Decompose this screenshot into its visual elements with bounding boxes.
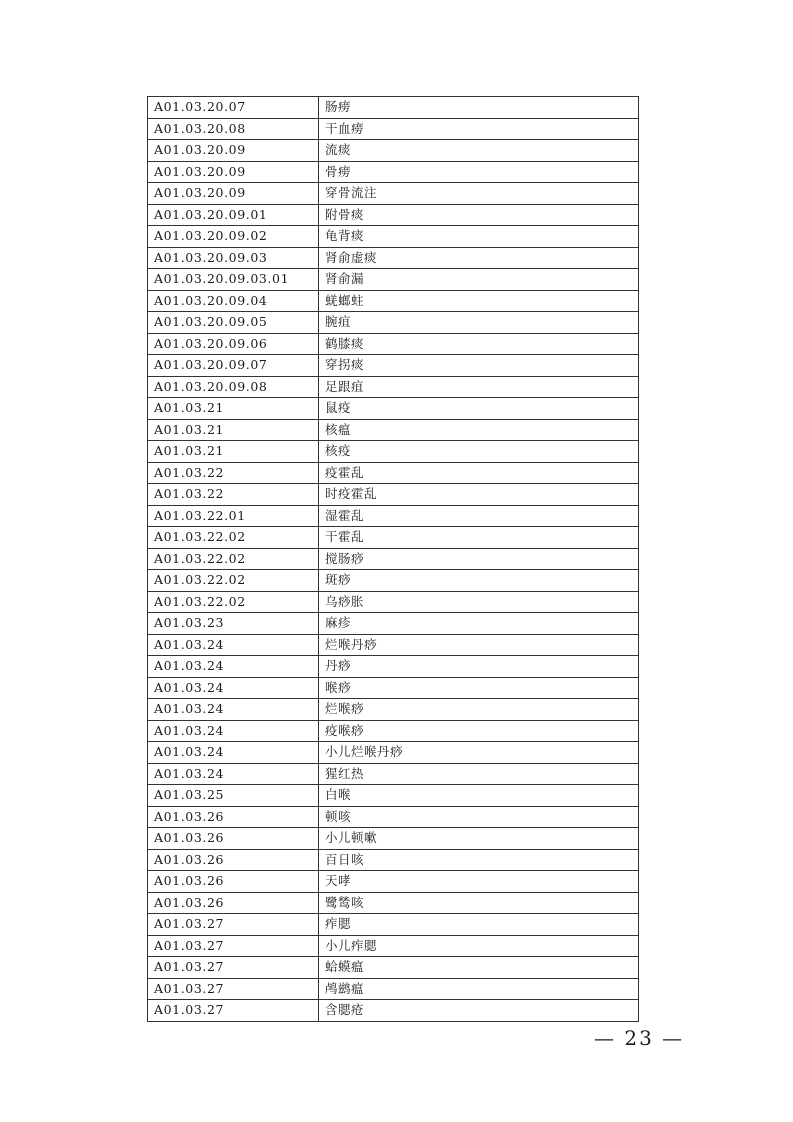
disease-name-cell: 湿霍乱 <box>319 505 639 527</box>
code-cell: A01.03.22.02 <box>148 591 319 613</box>
disease-name-cell: 核瘟 <box>319 419 639 441</box>
table-row <box>148 742 639 764</box>
disease-name-cell: 蜣螂蛀 <box>319 290 639 312</box>
disease-name-cell: 附骨痰 <box>319 204 639 226</box>
table-row <box>148 720 639 742</box>
table-row <box>148 699 639 721</box>
code-cell: A01.03.20.09.01 <box>148 204 319 226</box>
disease-name-cell: 干霍乱 <box>319 527 639 549</box>
table-row <box>148 548 639 570</box>
disease-name-cell: 猩红热 <box>319 763 639 785</box>
table-row <box>148 849 639 871</box>
table-row <box>148 484 639 506</box>
table-row <box>148 957 639 979</box>
disease-name-cell: 麻疹 <box>319 613 639 635</box>
disease-name-cell: 肾俞漏 <box>319 269 639 291</box>
code-cell: A01.03.24 <box>148 763 319 785</box>
code-cell: A01.03.20.08 <box>148 118 319 140</box>
code-cell: A01.03.20.07 <box>148 97 319 119</box>
table-row <box>148 806 639 828</box>
disease-name-cell: 腕疽 <box>319 312 639 334</box>
code-cell: A01.03.27 <box>148 935 319 957</box>
table-row <box>148 613 639 635</box>
code-cell: A01.03.24 <box>148 677 319 699</box>
disease-name-cell: 鹤膝痰 <box>319 333 639 355</box>
table-row <box>148 376 639 398</box>
table-row <box>148 118 639 140</box>
disease-code-table <box>147 96 639 1022</box>
code-cell: A01.03.20.09.08 <box>148 376 319 398</box>
table-row <box>148 183 639 205</box>
table-row <box>148 935 639 957</box>
code-cell: A01.03.22.02 <box>148 527 319 549</box>
code-cell: A01.03.24 <box>148 699 319 721</box>
disease-name-cell: 痄腮 <box>319 914 639 936</box>
table-row <box>148 462 639 484</box>
disease-name-cell: 足跟疽 <box>319 376 639 398</box>
disease-name-cell: 乌痧胀 <box>319 591 639 613</box>
table-row <box>148 1000 639 1022</box>
code-cell: A01.03.27 <box>148 978 319 1000</box>
disease-name-cell: 喉痧 <box>319 677 639 699</box>
table-row <box>148 269 639 291</box>
table-row <box>148 355 639 377</box>
disease-name-cell: 蛤蟆瘟 <box>319 957 639 979</box>
code-cell: A01.03.20.09.05 <box>148 312 319 334</box>
code-cell: A01.03.26 <box>148 871 319 893</box>
table-row <box>148 978 639 1000</box>
code-cell: A01.03.26 <box>148 849 319 871</box>
code-cell: A01.03.25 <box>148 785 319 807</box>
disease-name-cell: 穿拐痰 <box>319 355 639 377</box>
code-cell: A01.03.20.09.02 <box>148 226 319 248</box>
disease-name-cell: 疫霍乱 <box>319 462 639 484</box>
table-row <box>148 505 639 527</box>
code-cell: A01.03.20.09.07 <box>148 355 319 377</box>
code-cell: A01.03.20.09 <box>148 140 319 162</box>
code-cell: A01.03.20.09.03 <box>148 247 319 269</box>
code-cell: A01.03.20.09.03.01 <box>148 269 319 291</box>
disease-name-cell: 核疫 <box>319 441 639 463</box>
disease-name-cell: 斑痧 <box>319 570 639 592</box>
code-cell: A01.03.22.02 <box>148 548 319 570</box>
code-cell: A01.03.24 <box>148 720 319 742</box>
disease-name-cell: 肠痨 <box>319 97 639 119</box>
disease-name-cell: 骨痨 <box>319 161 639 183</box>
table-row <box>148 312 639 334</box>
disease-name-cell: 天哮 <box>319 871 639 893</box>
table-row <box>148 398 639 420</box>
code-cell: A01.03.27 <box>148 914 319 936</box>
table-row <box>148 204 639 226</box>
disease-name-cell: 流痰 <box>319 140 639 162</box>
disease-name-cell: 鹭鸶咳 <box>319 892 639 914</box>
code-cell: A01.03.22 <box>148 462 319 484</box>
table-row <box>148 527 639 549</box>
code-cell: A01.03.21 <box>148 398 319 420</box>
disease-name-cell: 龟背痰 <box>319 226 639 248</box>
disease-name-cell: 烂喉丹痧 <box>319 634 639 656</box>
table-row <box>148 161 639 183</box>
table-row <box>148 914 639 936</box>
table-row <box>148 656 639 678</box>
code-cell: A01.03.27 <box>148 957 319 979</box>
code-cell: A01.03.24 <box>148 656 319 678</box>
code-cell: A01.03.22.01 <box>148 505 319 527</box>
table-row <box>148 634 639 656</box>
table-row <box>148 140 639 162</box>
table-row <box>148 785 639 807</box>
table-row <box>148 441 639 463</box>
table-row <box>148 97 639 119</box>
code-cell: A01.03.22 <box>148 484 319 506</box>
table-row <box>148 892 639 914</box>
disease-name-cell: 小儿痄腮 <box>319 935 639 957</box>
table-row <box>148 290 639 312</box>
code-cell: A01.03.20.09 <box>148 183 319 205</box>
table-row <box>148 333 639 355</box>
disease-name-cell: 穿骨流注 <box>319 183 639 205</box>
code-cell: A01.03.24 <box>148 742 319 764</box>
code-cell: A01.03.20.09 <box>148 161 319 183</box>
code-cell: A01.03.26 <box>148 828 319 850</box>
code-cell: A01.03.20.09.04 <box>148 290 319 312</box>
page-number: — 23 — <box>594 1026 685 1050</box>
table-row <box>148 570 639 592</box>
disease-name-cell: 肾俞虚痰 <box>319 247 639 269</box>
table-row <box>148 419 639 441</box>
code-cell: A01.03.27 <box>148 1000 319 1022</box>
disease-name-cell: 含腮疮 <box>319 1000 639 1022</box>
code-cell: A01.03.20.09.06 <box>148 333 319 355</box>
table-row <box>148 763 639 785</box>
disease-name-cell: 丹痧 <box>319 656 639 678</box>
disease-name-cell: 小儿顿嗽 <box>319 828 639 850</box>
code-cell: A01.03.24 <box>148 634 319 656</box>
code-cell: A01.03.23 <box>148 613 319 635</box>
code-cell: A01.03.26 <box>148 806 319 828</box>
table-row <box>148 247 639 269</box>
code-cell: A01.03.22.02 <box>148 570 319 592</box>
table-row <box>148 677 639 699</box>
disease-name-cell: 时疫霍乱 <box>319 484 639 506</box>
table-row <box>148 591 639 613</box>
code-cell: A01.03.21 <box>148 419 319 441</box>
disease-name-cell: 鸬鹚瘟 <box>319 978 639 1000</box>
disease-name-cell: 顿咳 <box>319 806 639 828</box>
disease-name-cell: 百日咳 <box>319 849 639 871</box>
disease-name-cell: 干血痨 <box>319 118 639 140</box>
code-cell: A01.03.26 <box>148 892 319 914</box>
code-cell: A01.03.21 <box>148 441 319 463</box>
disease-name-cell: 鼠疫 <box>319 398 639 420</box>
disease-name-cell: 小儿烂喉丹痧 <box>319 742 639 764</box>
disease-name-cell: 烂喉痧 <box>319 699 639 721</box>
table-row <box>148 828 639 850</box>
disease-name-cell: 搅肠痧 <box>319 548 639 570</box>
table-body <box>148 97 639 1022</box>
disease-name-cell: 疫喉痧 <box>319 720 639 742</box>
table-row <box>148 226 639 248</box>
disease-name-cell: 白喉 <box>319 785 639 807</box>
table-row <box>148 871 639 893</box>
